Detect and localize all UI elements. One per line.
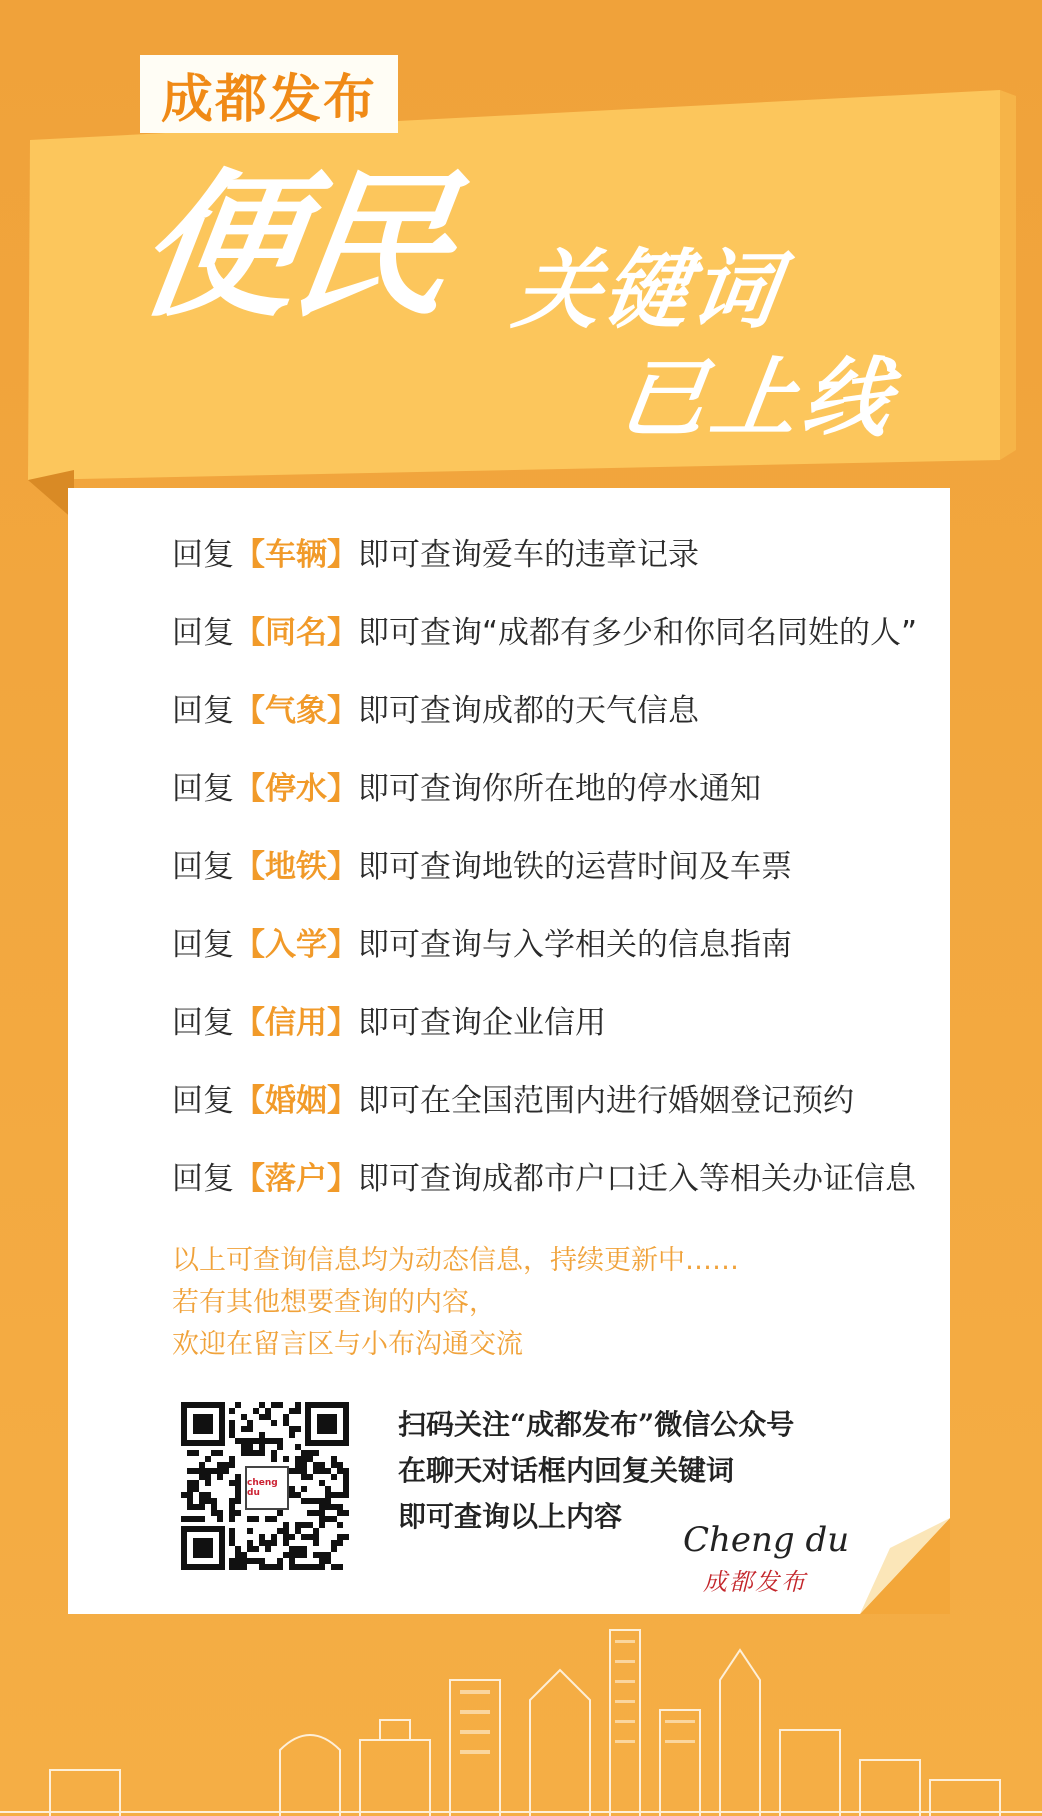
item-prefix: 回复 bbox=[172, 536, 234, 573]
list-item bbox=[172, 824, 917, 902]
qr-code[interactable] bbox=[181, 1402, 349, 1570]
headline-sub: 已上线 bbox=[612, 349, 904, 449]
item-keyword: 【婚姻】 bbox=[234, 1082, 358, 1119]
headline-mid: 关键词 bbox=[507, 241, 787, 341]
note-line: 若有其他想要查询的内容， bbox=[172, 1287, 496, 1318]
item-prefix: 回复 bbox=[172, 926, 234, 963]
item-prefix: 回复 bbox=[172, 1004, 234, 1041]
item-prefix: 回复 bbox=[172, 1160, 234, 1197]
item-text: 即可查询爱车的违章记录 bbox=[358, 536, 699, 573]
qr-center-logo: cheng du bbox=[245, 1466, 289, 1510]
item-keyword: 【信用】 bbox=[234, 1004, 358, 1041]
item-keyword: 【入学】 bbox=[234, 926, 358, 963]
item-keyword: 【地铁】 bbox=[234, 848, 358, 885]
item-text: 即可查询成都市户口迁入等相关办证信息 bbox=[358, 1160, 916, 1197]
item-keyword: 【落户】 bbox=[234, 1160, 358, 1197]
list-item bbox=[172, 1136, 917, 1214]
list-item bbox=[172, 746, 917, 824]
keyword-list bbox=[172, 512, 917, 1214]
item-keyword: 【气象】 bbox=[234, 692, 358, 729]
item-text: 即可查询企业信用 bbox=[358, 1004, 606, 1041]
follow-line: 在聊天对话框内回复关键词 bbox=[398, 1454, 735, 1487]
follow-line: 扫码关注“成都发布”微信公众号 bbox=[398, 1408, 795, 1441]
chengdu-logo-text: Cheng du bbox=[683, 1520, 850, 1560]
item-prefix: 回复 bbox=[172, 692, 234, 729]
item-text: 即可查询成都的天气信息 bbox=[358, 692, 699, 729]
list-item bbox=[172, 512, 917, 590]
item-prefix: 回复 bbox=[172, 614, 234, 651]
list-item bbox=[172, 590, 917, 668]
item-prefix: 回复 bbox=[172, 848, 234, 885]
item-text: 即可查询与入学相关的信息指南 bbox=[358, 926, 792, 963]
page-fold bbox=[860, 1518, 950, 1614]
list-item bbox=[172, 668, 917, 746]
item-text: 即可查询“成都有多少和你同名同姓的人” bbox=[358, 614, 918, 651]
item-text: 即可在全国范围内进行婚姻登记预约 bbox=[358, 1082, 854, 1119]
list-item bbox=[172, 980, 917, 1058]
item-text: 即可查询你所在地的停水通知 bbox=[358, 770, 761, 807]
list-item bbox=[172, 902, 917, 980]
chengdu-logo-cn: 成都发布 bbox=[703, 1568, 807, 1596]
brand-tag: 成都发布 bbox=[140, 55, 398, 133]
item-keyword: 【停水】 bbox=[234, 770, 358, 807]
city-skyline-illustration bbox=[0, 1620, 1042, 1816]
item-keyword: 【同名】 bbox=[234, 614, 358, 651]
update-note bbox=[172, 1240, 892, 1366]
list-item bbox=[172, 1058, 917, 1136]
item-keyword: 【车辆】 bbox=[234, 536, 358, 573]
note-line: 以上可查询信息均为动态信息，持续更新中…… bbox=[172, 1245, 739, 1276]
item-prefix: 回复 bbox=[172, 1082, 234, 1119]
note-line: 欢迎在留言区与小布沟通交流 bbox=[172, 1329, 523, 1360]
follow-line: 即可查询以上内容 bbox=[398, 1500, 623, 1533]
headline-big: 便民 bbox=[127, 155, 461, 339]
item-prefix: 回复 bbox=[172, 770, 234, 807]
item-text: 即可查询地铁的运营时间及车票 bbox=[358, 848, 792, 885]
